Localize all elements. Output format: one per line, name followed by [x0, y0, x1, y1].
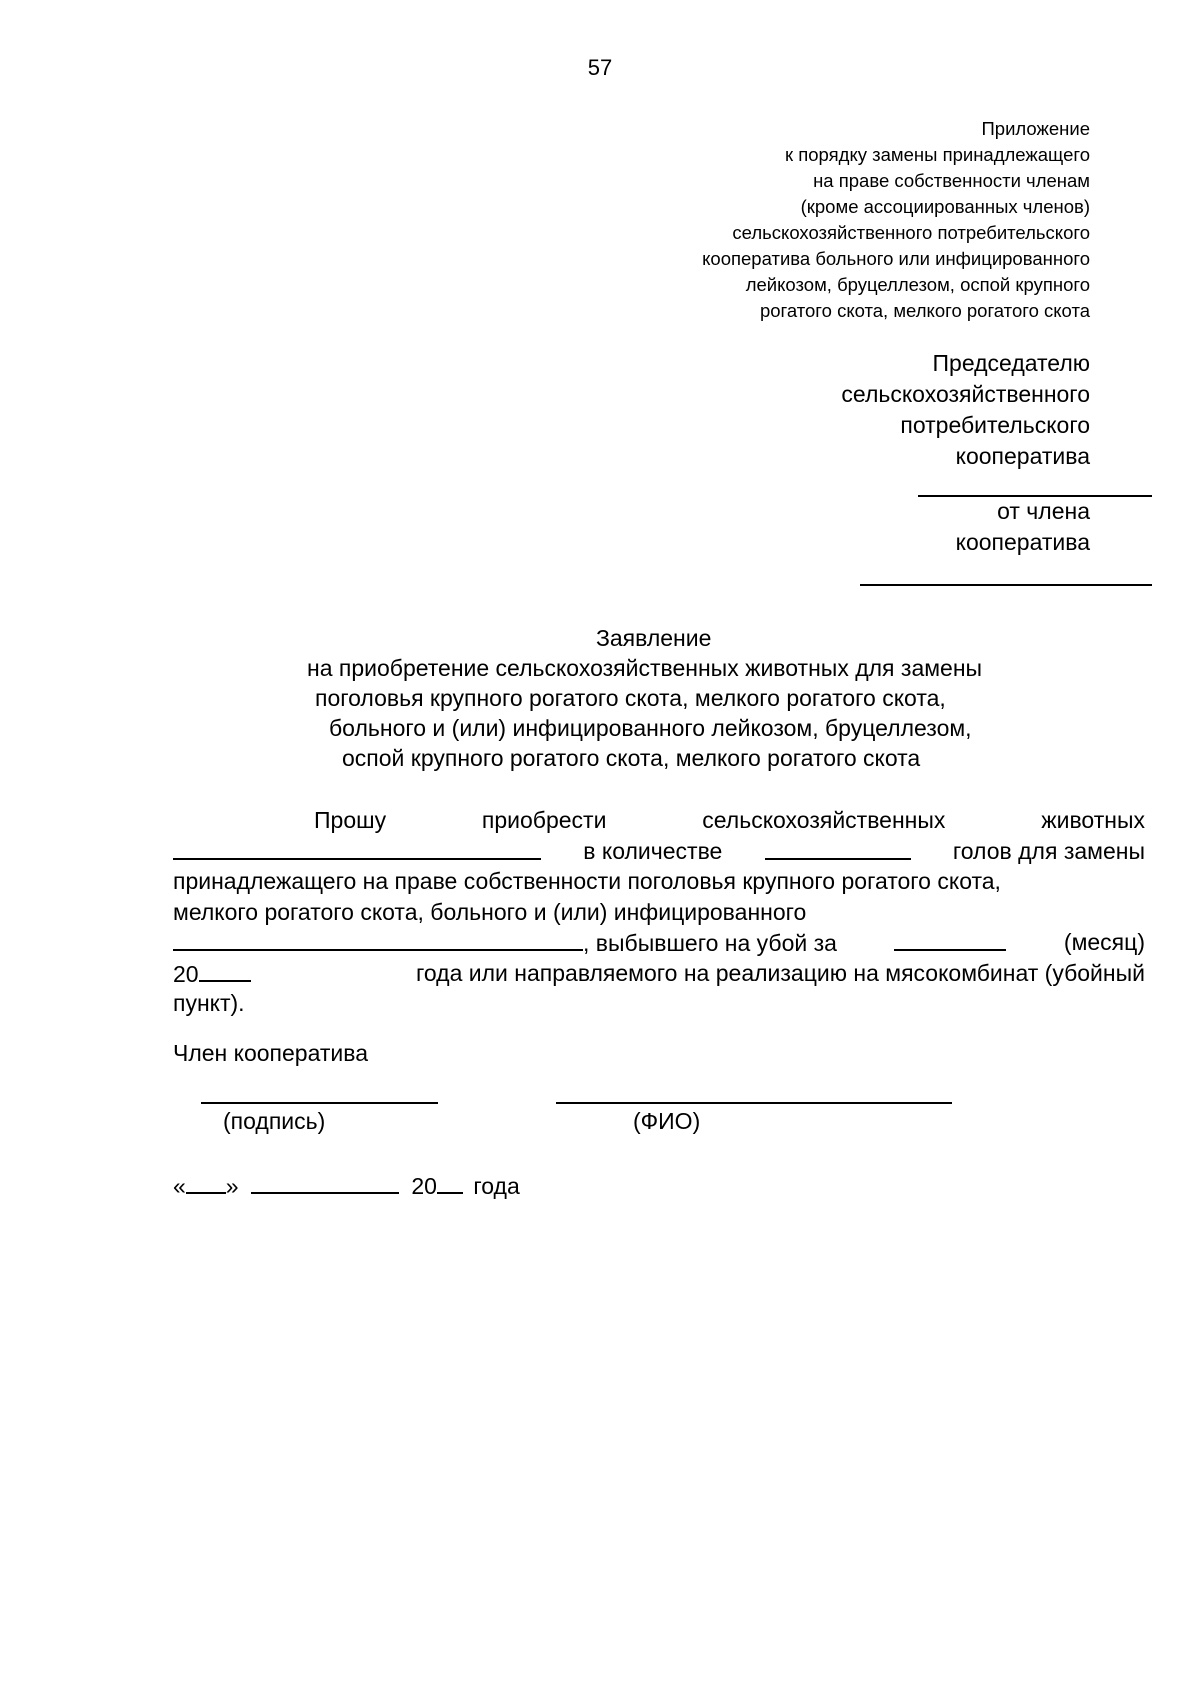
- year-segment: [173, 958, 251, 989]
- appendix-line: Приложение: [981, 118, 1090, 139]
- member-label: Член кооператива: [173, 1040, 368, 1066]
- date-line: [173, 1170, 520, 1200]
- slaughter-label: , выбывшего на убой за: [583, 930, 837, 956]
- body-line-7: [173, 988, 1145, 1019]
- body-text: принадлежащего на праве собственности поголовья крупного рогатого скота,: [173, 868, 1001, 894]
- quantity-label: в количестве: [583, 837, 723, 864]
- sender-block: [730, 496, 1090, 558]
- title-heading: Заявление: [596, 625, 712, 651]
- page-number: 57: [587, 55, 613, 80]
- addressee-line: потребительского: [900, 412, 1090, 438]
- body-word: приобрести: [481, 807, 607, 833]
- appendix-line: к порядку замены принадлежащего: [785, 144, 1090, 165]
- animal-type-blank: [173, 836, 541, 860]
- addressee-block: [730, 348, 1090, 472]
- day-blank: [186, 1170, 226, 1194]
- body-text: года или направляемого на реализацию на мясокомбинат (убойный: [416, 959, 1145, 986]
- title-line: поголовья крупного рогатого скота, мелкого рогатого скота,: [315, 685, 946, 711]
- month-name-blank: [251, 1170, 399, 1194]
- date-year-blank: [437, 1170, 463, 1194]
- month-label: (месяц): [1063, 929, 1145, 955]
- heads-label: голов для замены: [952, 837, 1145, 864]
- title-line: больного и (или) инфицированного лейкозом, бруцеллезом,: [329, 715, 972, 741]
- disease-blank: [173, 927, 583, 951]
- body-word: сельскохозяйственных: [702, 807, 946, 833]
- body-text: пункт).: [173, 990, 245, 1016]
- signature-blank: [201, 1102, 438, 1104]
- signature-caption: (подпись): [223, 1108, 326, 1134]
- appendix-line: на праве собственности членам: [813, 170, 1090, 191]
- title-line: на приобретение сельскохозяйственных животных для замены: [307, 655, 983, 681]
- year-prefix: 20: [173, 960, 199, 987]
- body-line-6: [173, 958, 1145, 989]
- name-caption: (ФИО): [633, 1108, 701, 1134]
- body-word: животных: [1041, 807, 1145, 833]
- year-blank: [199, 958, 251, 982]
- addressee-line: Председателю: [932, 350, 1090, 376]
- quantity-blank: [765, 836, 911, 860]
- title-line: оспой крупного рогатого скота, мелкого рогатого скота: [342, 745, 921, 771]
- addressee-line: кооператива: [955, 443, 1090, 469]
- body-line-5: [173, 927, 1145, 958]
- disease-segment: [173, 927, 837, 958]
- body-line-4: [173, 897, 1145, 928]
- appendix-line: рогатого скота, мелкого рогатого скота: [759, 300, 1090, 321]
- appendix-line: лейкозом, бруцеллезом, оспой крупного: [745, 274, 1090, 295]
- year-suffix: года: [473, 1173, 520, 1199]
- sender-line: от члена: [997, 498, 1090, 524]
- body-line-1: [173, 805, 1145, 836]
- addressee-line: сельскохозяйственного: [841, 381, 1090, 407]
- appendix-line: кооператива больного или инфицированного: [702, 248, 1090, 269]
- application-body: [173, 805, 1145, 1019]
- name-blank: [556, 1102, 952, 1104]
- appendix-note: [530, 116, 1090, 324]
- month-blank: [894, 927, 1006, 951]
- member-name-blank: [860, 584, 1152, 586]
- sender-line: кооператива: [955, 529, 1090, 555]
- year-prefix: 20: [411, 1173, 437, 1199]
- body-line-2: [173, 836, 1145, 867]
- open-quote: «: [173, 1173, 186, 1199]
- body-line-3: [173, 866, 1145, 897]
- close-quote: »: [225, 1173, 239, 1199]
- body-text: мелкого рогатого скота, больного и (или) инфицированного: [173, 898, 807, 925]
- appendix-line: сельскохозяйственного потребительского: [732, 222, 1090, 243]
- appendix-line: (кроме ассоциированных членов): [800, 196, 1090, 217]
- body-word: Прошу: [314, 807, 387, 833]
